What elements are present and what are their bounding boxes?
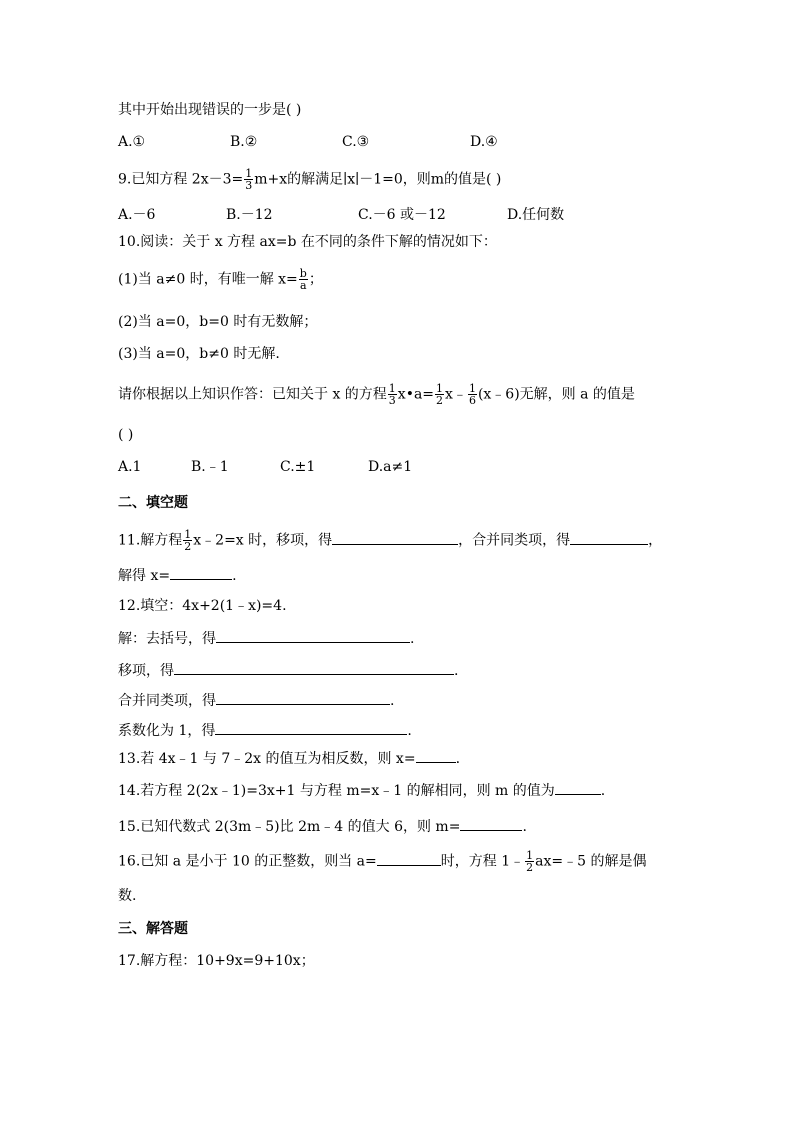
q11-blank-3[interactable] <box>170 565 232 580</box>
q9-option-d: D.任何数 <box>507 207 565 223</box>
q13-text: 13.若 4x﹣1 与 7﹣2x 的值互为相反数，则 x= <box>118 751 416 767</box>
q16-line2: 数. <box>118 888 137 904</box>
q13-end: . <box>455 751 461 767</box>
q10-task <box>118 383 635 406</box>
q12-step-2-dot: . <box>454 663 459 679</box>
q15-text: 15.已知代数式 2(3m﹣5)比 2m﹣4 的值大 6，则 m= <box>118 819 461 835</box>
q11-mid: x﹣2=x 时，移项，得 <box>193 532 333 549</box>
q10-case-1 <box>118 268 323 291</box>
q12-step-4-dot: . <box>407 723 412 739</box>
q12-blank-1[interactable] <box>216 628 410 643</box>
q16-blank[interactable] <box>377 851 441 866</box>
q9-stem-pre: 9.已知方程 2x－3= <box>118 171 244 188</box>
q11-pre: 11.解方程 <box>118 532 183 549</box>
q12-step-3-label: 合并同类项，得 <box>118 693 216 709</box>
q13-stem <box>118 748 460 769</box>
q8-option-a: A.① <box>118 134 146 150</box>
q11-stem <box>118 529 662 552</box>
q10-task-pre: 请你根据以上知识作答：已知关于 x 的方程 <box>118 386 387 403</box>
q10-fraction-2: $\frac{1}{2}$ <box>436 382 444 407</box>
q9-option-c: C.－6 或－12 <box>358 207 446 223</box>
q10-case-3: (3)当 a=0，b≠0 时无解. <box>118 346 280 362</box>
q8-option-b: B.② <box>230 134 258 150</box>
q15-end: . <box>522 819 527 835</box>
q12-blank-2[interactable] <box>174 660 454 675</box>
q10-intro: 10.阅读：关于 x 方程 ax=b 在不同的条件下解的情况如下： <box>118 234 497 250</box>
q12-step-1 <box>118 628 414 649</box>
q10-answer-paren: ( ) <box>118 427 134 443</box>
q11-end: ， <box>648 532 663 549</box>
q10-case-1-text: (1)当 a≠0 时，有唯一解 x= <box>118 271 298 288</box>
q14-text: 14.若方程 2(2x﹣1)=3x+1 与方程 m=x﹣1 的解相同，则 m 的值为 <box>118 783 555 799</box>
q16-stem <box>118 850 646 873</box>
q14-end: . <box>600 783 606 799</box>
q15-blank[interactable] <box>460 816 522 831</box>
q10-task-post: (x﹣6)无解，则 a 的值是 <box>477 386 635 403</box>
q9-stem-post: m+x的解满足∣x∣－1=0，则m的值是( ) <box>254 171 502 188</box>
q9-stem <box>118 168 501 191</box>
q10-option-b: B.﹣1 <box>191 459 229 475</box>
q11-fraction: $\frac{1}{2}$ <box>184 528 192 553</box>
section-heading-solve: 三、解答题 <box>118 921 188 937</box>
q10-case-1-end: ； <box>308 271 323 288</box>
q14-stem <box>118 780 605 801</box>
q8-stem-tail: 其中开始出现错误的一步是( ) <box>118 102 302 118</box>
q12-step-1-dot: . <box>410 631 415 647</box>
q10-case-2: (2)当 a=0，b=0 时有无数解； <box>118 314 318 330</box>
q12-blank-4[interactable] <box>215 720 407 735</box>
section-heading-fill-in: 二、填空题 <box>118 495 188 511</box>
q12-step-2-label: 移项，得 <box>118 663 174 679</box>
q11-line2-end: . <box>232 568 237 584</box>
q17-stem: 17.解方程：10+9x=9+10x； <box>118 953 315 969</box>
q12-step-4 <box>118 720 412 741</box>
q11-mid2: ，合并同类项，得 <box>458 532 571 549</box>
q12-title: 12.填空：4x+2(1﹣x)=4. <box>118 598 287 614</box>
q10-fraction-1: $\frac{1}{3}$ <box>388 382 396 407</box>
q12-step-3-dot: . <box>390 693 395 709</box>
q11-line2-text: 解得 x= <box>118 568 171 584</box>
q11-line2 <box>118 565 237 586</box>
q12-step-4-label: 系数化为 1，得 <box>118 723 216 739</box>
q12-step-3 <box>118 690 394 711</box>
q9-fraction: $\frac{1}{3}$ <box>245 167 253 192</box>
q11-blank-1[interactable] <box>332 530 458 545</box>
q8-option-d: D.④ <box>470 134 498 150</box>
q10-option-c: C.±1 <box>280 459 316 475</box>
q14-blank[interactable] <box>555 780 601 795</box>
q8-option-c: C.③ <box>342 134 370 150</box>
q16-post: ax=﹣5 的解是偶 <box>535 853 647 870</box>
q10-fraction-3: $\frac{1}{6}$ <box>468 382 476 407</box>
q10-option-d: D.a≠1 <box>368 459 413 475</box>
q15-stem <box>118 816 527 837</box>
q12-step-2 <box>118 660 458 681</box>
q12-step-1-label: 解：去括号，得 <box>118 631 216 647</box>
q12-blank-3[interactable] <box>216 690 390 705</box>
q16-fraction: $\frac{1}{2}$ <box>526 849 534 874</box>
q9-option-b: B.－12 <box>226 207 273 223</box>
q13-blank[interactable] <box>416 748 456 763</box>
q10-task-mid1: x•a= <box>397 386 435 403</box>
q11-blank-2[interactable] <box>570 530 648 545</box>
q16-pre: 16.已知 a 是小于 10 的正整数，则当 a= <box>118 853 377 870</box>
q10-task-mid2: x﹣ <box>445 386 467 403</box>
q10-case-1-fraction: $\frac{b}{a}$ <box>299 267 307 292</box>
q9-option-a: A.－6 <box>118 207 156 223</box>
q16-mid: 时，方程 1﹣ <box>440 853 525 870</box>
q10-option-a: A.1 <box>118 459 142 475</box>
